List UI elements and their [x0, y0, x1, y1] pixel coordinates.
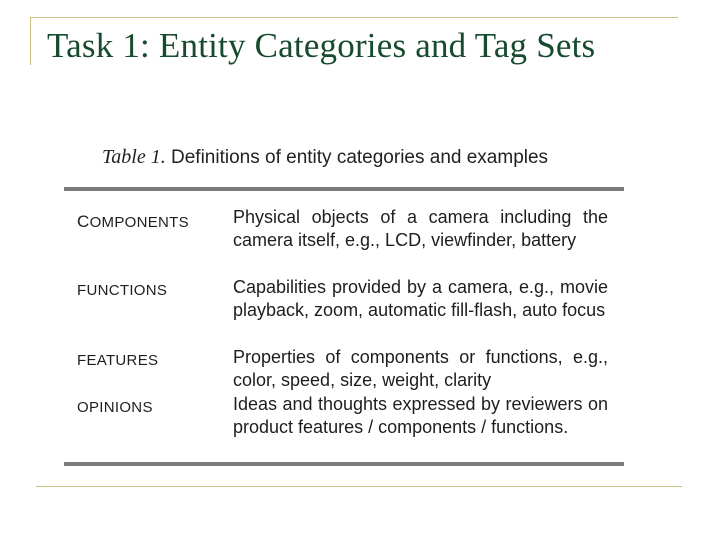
entity-term: OPINIONS — [77, 399, 153, 416]
slide-title: Task 1: Entity Categories and Tag Sets — [47, 26, 596, 65]
bottom-frame-rule — [36, 486, 682, 487]
entity-term: FUNCTIONS — [77, 282, 168, 299]
entity-definition: Ideas and thoughts expressed by reviewers on product features / components / functions. — [233, 394, 608, 438]
table-caption — [102, 146, 548, 169]
entity-definition: Properties of components or functions, e.g., color, speed, size, weight, clarity — [233, 347, 608, 391]
table-caption-text: Definitions of entity categories and examples — [171, 147, 549, 168]
table-figure — [64, 140, 624, 470]
left-frame-tick — [30, 17, 31, 65]
table-top-rule — [64, 187, 624, 191]
entity-definition: Capabilities provided by a camera, e.g., movie playback, zoom, automatic fill-flash, auto focus — [233, 277, 608, 321]
table-bottom-rule — [64, 462, 624, 466]
entity-definition: Physical objects of a camera including the camera itself, e.g., LCD, viewfinder, battery — [233, 207, 608, 251]
entity-term: FEATURES — [77, 352, 159, 369]
top-frame-rule — [30, 17, 678, 18]
entity-term: COMPONENTS — [77, 212, 189, 231]
table-caption-label: Table 1. — [102, 146, 166, 168]
